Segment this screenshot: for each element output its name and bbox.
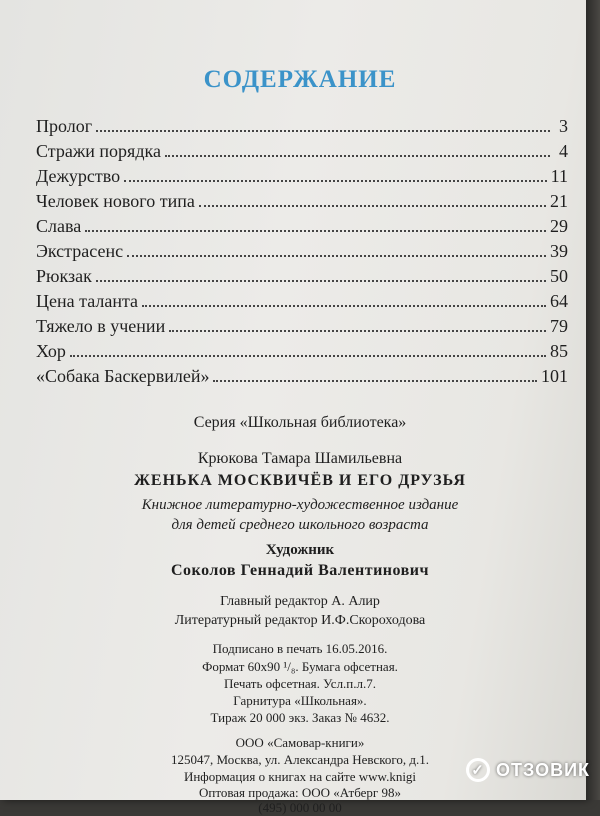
watermark (466, 758, 590, 782)
website-info: Информация о книгах на сайте www.knigi (183, 769, 417, 784)
toc-entry-title: Экстрасенс (36, 241, 124, 261)
edition-description-line-1: Книжное литературно-художественное издание (141, 497, 459, 513)
toc-dot-leader (142, 305, 546, 307)
toc-dot-leader (70, 355, 546, 357)
toc-entry-page: 79 (550, 316, 568, 336)
toc-entry (36, 241, 568, 266)
toc-entry-page: 39 (550, 241, 568, 261)
toc-entry-page: 4 (559, 141, 568, 161)
toc-dot-leader (96, 280, 546, 282)
toc-entry-title: Человек нового типа (36, 191, 195, 211)
print-run: Тираж 20 000 экз. Заказ № 4632. (210, 710, 390, 725)
toc-dot-leader (85, 230, 546, 232)
toc-entry (36, 366, 568, 391)
toc-entry-page: 11 (550, 166, 568, 186)
toc-entry (36, 341, 568, 366)
toc-entry-page: 29 (550, 216, 568, 236)
toc-dot-leader (169, 330, 546, 332)
toc-heading: СОДЕРЖАНИЕ (203, 66, 397, 93)
artist-label: Художник (265, 542, 335, 558)
toc-entry-title: Пролог (36, 116, 93, 136)
toc-entry-page: 50 (550, 266, 568, 286)
toc-entry (36, 316, 568, 341)
toc-dot-leader (96, 130, 550, 132)
literary-editor: Литературный редактор И.Ф.Скороходова (174, 613, 426, 628)
toc-dot-leader (127, 255, 546, 257)
signed-to-print: Подписано в печать 16.05.2016. (212, 641, 388, 656)
toc-entry-title: Рюкзак (36, 266, 92, 286)
phone-info: (495) 000 00 00 (258, 800, 342, 815)
toc-entry-page: 3 (559, 116, 568, 136)
toc-entry (36, 141, 568, 166)
artist-name: Соколов Геннадий Валентинович (171, 562, 429, 579)
otzovik-logo-icon: ✓ (466, 758, 490, 782)
wholesale-info: Оптовая продажа: ООО «Атберг 98» (198, 785, 402, 800)
toc-dot-leader (213, 380, 537, 382)
toc-entry-page: 21 (550, 191, 568, 211)
edition-description-line-2: для детей среднего школьного возраста (171, 517, 429, 533)
book-title: ЖЕНЬКА МОСКВИЧЁВ И ЕГО ДРУЗЬЯ (134, 472, 466, 489)
publisher-address: 125047, Москва, ул. Александра Невского, д.1. (171, 752, 429, 767)
toc-entry (36, 266, 568, 291)
series-line: Серия «Школьная библиотека» (193, 414, 407, 431)
typeface: Гарнитура «Школьная». (233, 693, 367, 708)
toc-entry-title: Стражи порядка (36, 141, 161, 161)
toc-entry-page: 64 (550, 291, 568, 311)
page-edge-shadow (586, 0, 600, 800)
toc-entry (36, 166, 568, 191)
table-of-contents (36, 116, 568, 391)
toc-dot-leader (124, 180, 547, 182)
toc-entry-page: 85 (550, 341, 568, 361)
toc-entry-title: «Собака Баскервилей» (36, 366, 210, 386)
toc-entry-title: Цена таланта (36, 291, 139, 311)
publisher: ООО «Самовар-книги» (235, 735, 365, 750)
paper-format: Формат 60х90 ¹/₈. Бумага офсетная. (202, 659, 398, 674)
author-name: Крюкова Тамара Шамильевна (197, 450, 403, 467)
toc-entry (36, 116, 568, 141)
chief-editor: Главный редактор А. Алир (220, 594, 380, 609)
toc-entry-title: Слава (36, 216, 82, 236)
toc-entry (36, 216, 568, 241)
toc-entry-page: 101 (541, 366, 568, 386)
toc-dot-leader (199, 205, 546, 207)
toc-entry-title: Дежурство (36, 166, 121, 186)
toc-entry (36, 191, 568, 216)
watermark-text: ОТЗОВИК (496, 759, 590, 780)
toc-entry-title: Тяжело в учении (36, 316, 166, 336)
toc-dot-leader (165, 155, 550, 157)
printing-method: Печать офсетная. Усл.п.л.7. (223, 676, 377, 691)
toc-entry-title: Хор (36, 341, 66, 361)
toc-entry (36, 291, 568, 316)
